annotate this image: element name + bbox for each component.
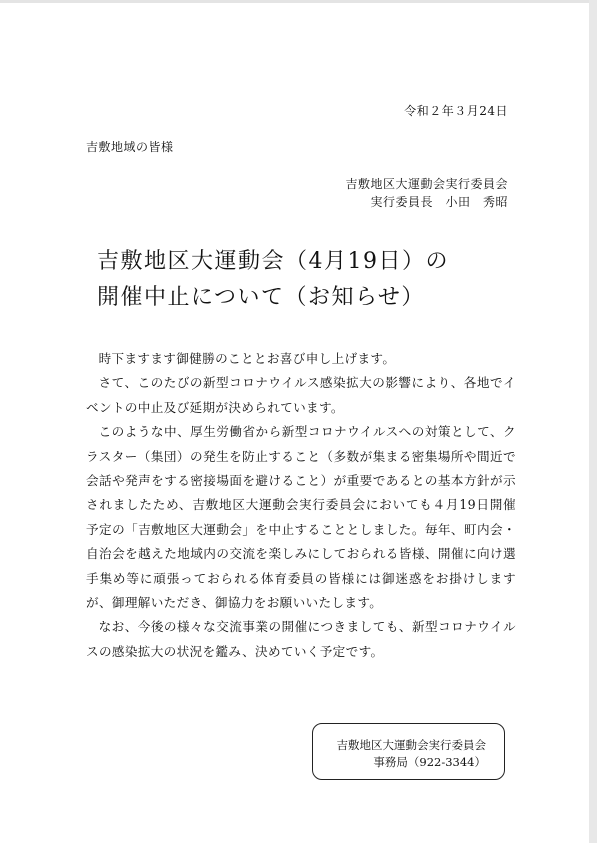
sender-block: [345, 175, 508, 211]
document-body: [86, 347, 516, 664]
contact-organization: 吉敷地区大運動会実行委員会: [336, 738, 486, 752]
document-title: [97, 244, 449, 316]
body-paragraph: このような中、厚生労働省から新型コロナウイルスへの対策として、クラスター（集団）の発生を防止すること（多数が集まる密集場所や間近で会話や発声をする密接場面を避けること）が重要であるとの基本方針が示されましたため、吉敷地区大運動会実行委員会においても４月19日開催予定の「吉敷地区大運動会」を中止することとしました。毎年、町内会・自治会を越えた地域内の交流を楽しみにしておられる皆様、開催に向け選手集め等に頑張っておられる体育委員の皆様には御迷惑をお掛けしますが、御理解いただき、御協力をお願いいたします。: [86, 424, 516, 611]
sender-person: 実行委員長 小田 秀昭: [370, 195, 508, 209]
page-right-edge: [589, 0, 597, 843]
body-paragraph: なお、今後の様々な交流事業の開催につきましても、新型コロナウイルスの感染拡大の状況を鑑み、決めていく予定です。: [86, 619, 516, 659]
recipient-line: 吉敷地域の皆様: [86, 140, 174, 154]
page-top-edge: [0, 0, 597, 3]
document-date: 令和２年３月24日: [404, 104, 508, 118]
title-line-2: 開催中止について（お知らせ）: [97, 285, 425, 310]
sender-organization: 吉敷地区大運動会実行委員会: [345, 177, 508, 191]
body-paragraph: 時下ますます御健勝のこととお喜び申し上げます。: [98, 351, 396, 366]
body-paragraph: さて、このたびの新型コロナウイルス感染拡大の影響により、各地でイベントの中止及び延期が決められています。: [86, 375, 516, 415]
title-line-1: 吉敷地区大運動会（4月19日）の: [97, 249, 449, 274]
contact-box: [312, 723, 505, 780]
contact-office: 事務局（922-3344）: [373, 755, 486, 769]
